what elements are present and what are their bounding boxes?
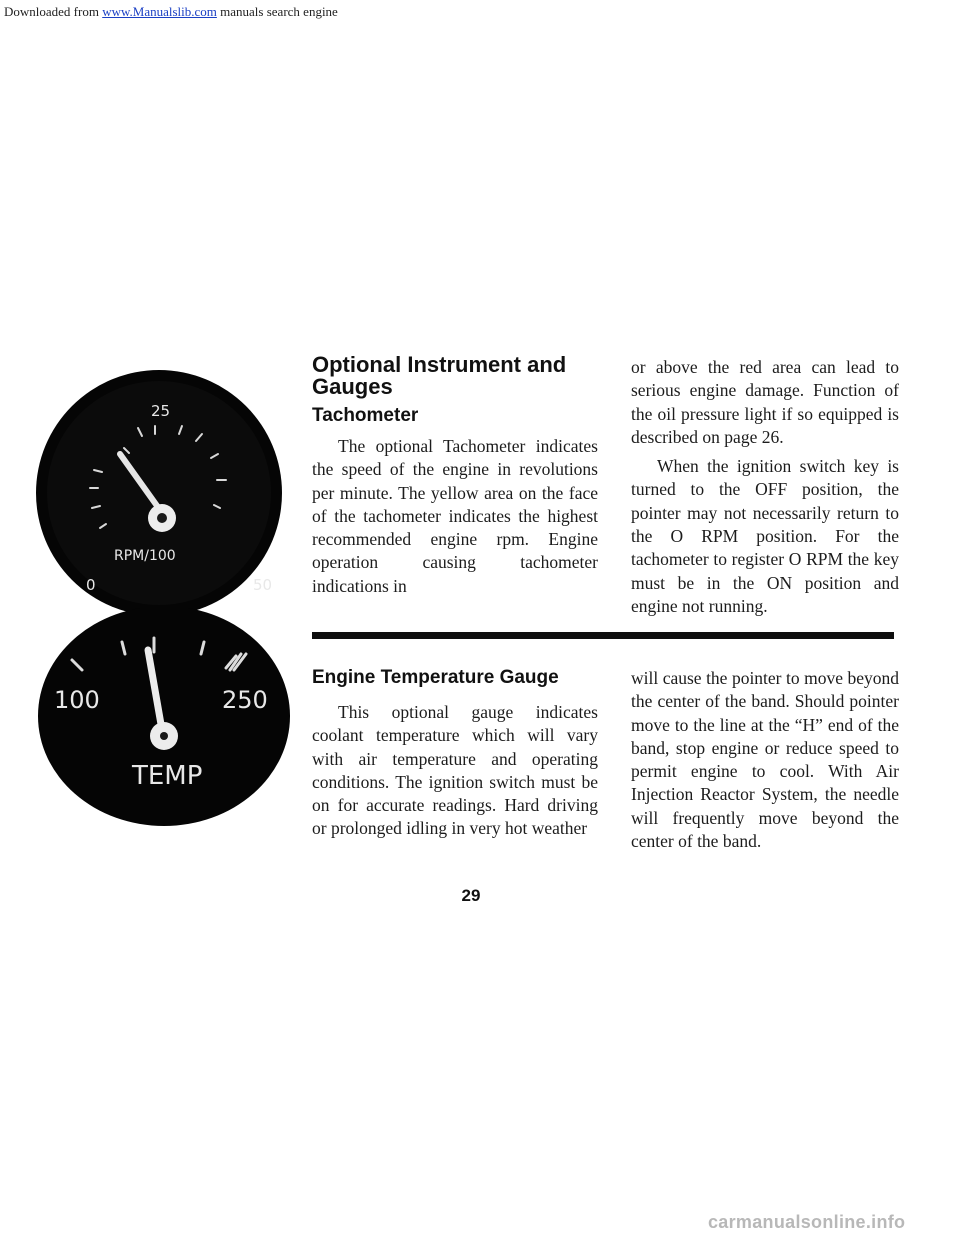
section-title-line1: Optional Instrument and (312, 352, 567, 377)
tachometer-gauge-image (34, 368, 284, 618)
temp-right-label: 250 (222, 686, 268, 714)
tach-right-label: 50 (253, 576, 273, 594)
temperature-paragraph: This optional gauge indicates coolant temperature which will vary with air temperature and operating conditions. The ignition switch must be on for accurate readings. Hard driving or prolonged idling in very hot weather (312, 702, 598, 839)
temperature-text-col2 (631, 667, 899, 853)
temperature-paragraph-continued: will cause the pointer to move beyond the center of the band. Should pointer move to the line at the “H” end of the band, stop engine or reduce speed to permit engine to cool. With Air Injection Reactor System, the needle will frequently move beyond the center of the band. (631, 668, 899, 852)
manualslib-link[interactable]: www.Manualslib.com (102, 4, 217, 19)
tachometer-paragraph-continued: or above the red area can lead to serious engine damage. Function of the oil pressure light if so equipped is described on page 26. (631, 357, 899, 447)
tachometer-text-col1 (312, 435, 598, 598)
footer-watermark: carmanualsonline.info (708, 1212, 906, 1232)
tachometer-text-col2 (631, 356, 899, 618)
temp-left-label: 100 (54, 686, 100, 714)
tach-unit-label: RPM/100 (114, 548, 176, 564)
tach-top-label: 25 (151, 402, 171, 420)
header-prefix: Downloaded from (4, 4, 103, 19)
temperature-gauge-image (36, 608, 292, 828)
tachometer-paragraph: The optional Tachometer indicates the speed of the engine in revolutions per minute. The yellow area on the face of the tachometer indicates the highest recommended engine rpm. Engine operation causing tachometer indications in (312, 436, 598, 596)
download-header (4, 4, 338, 20)
ignition-off-paragraph: When the ignition switch key is turned to the OFF position, the pointer may not necessarily return to the O RPM position. For the tachometer to register O RPM the key must be in the ON position and engine not running. (631, 456, 899, 616)
section-divider (312, 632, 894, 639)
tach-left-label: 0 (86, 576, 96, 594)
temperature-gauge-title: Engine Temperature Gauge (312, 667, 559, 688)
temperature-text-col1 (312, 701, 598, 841)
tachometer-subtitle: Tachometer (312, 405, 419, 426)
section-title-line2: Gauges (312, 374, 393, 399)
page-number: 29 (461, 886, 481, 905)
temp-bottom-label: TEMP (132, 761, 203, 791)
section-title (312, 354, 566, 398)
header-suffix: manuals search engine (216, 4, 338, 19)
